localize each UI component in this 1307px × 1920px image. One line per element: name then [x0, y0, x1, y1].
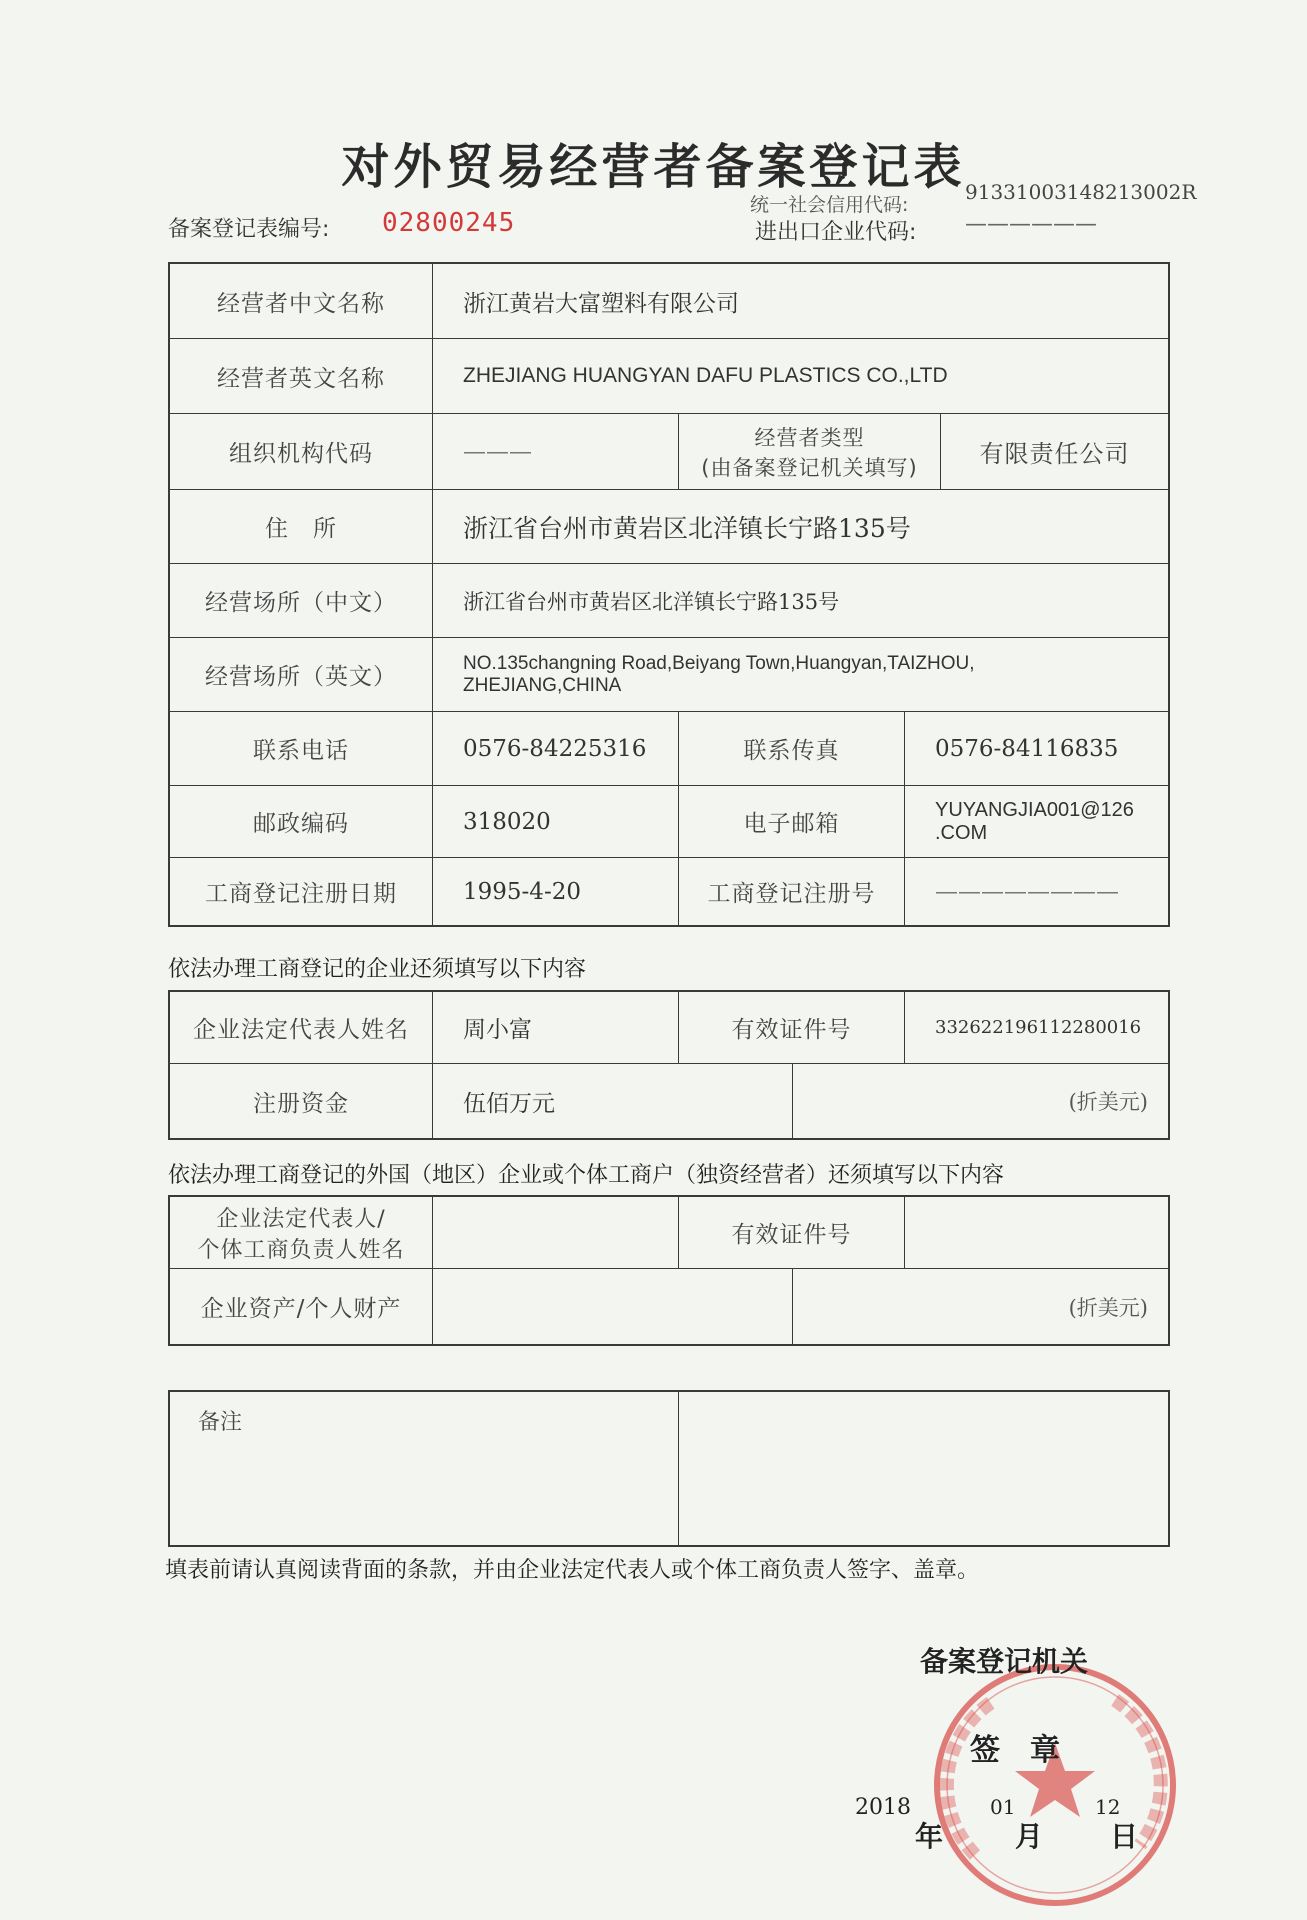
capital-label: 注册资金	[253, 1090, 349, 1117]
reg-date-label: 工商登记注册日期	[205, 881, 397, 907]
month-char: 月	[1015, 1820, 1044, 1853]
cn-name-label: 经营者中文名称	[217, 290, 385, 317]
reg-no-value: ————————	[935, 878, 1119, 905]
legal-rep-label: 企业法定代表人姓名	[193, 1017, 409, 1043]
ie-code-value: ——————	[965, 212, 1097, 237]
sign-month: 01	[990, 1795, 1016, 1819]
address-label: 住 所	[265, 516, 337, 542]
rep-label	[170, 1197, 432, 1268]
seal-label: 签 章	[970, 1733, 1060, 1768]
id-label-2: 有效证件号	[731, 1222, 852, 1248]
form-title: 对外贸易经营者备案登记表	[341, 139, 966, 195]
id-value: 332622196112280016	[935, 1017, 1142, 1038]
place-en-value	[433, 638, 1168, 711]
place-en-line1: NO.135changning Road,Beiyang Town,Huangyan,TAIZHOU,	[463, 652, 975, 674]
email-line2: .COM	[935, 821, 988, 844]
id-label: 有效证件号	[731, 1017, 852, 1043]
footer-note: 填表前请认真阅读背面的条款，并由企业法定代表人或个体工商负责人签字、盖章。	[165, 1558, 980, 1583]
place-en-label: 经营场所（英文）	[205, 664, 397, 690]
email-value	[905, 786, 1168, 857]
zip-value: 318020	[463, 808, 551, 835]
sign-year: 2018	[855, 1795, 911, 1820]
org-code-value: ———	[463, 438, 532, 465]
rep-label-line2: 个体工商负责人姓名	[197, 1237, 405, 1263]
type-label-line1: 经营者类型	[754, 425, 865, 450]
fax-value: 0576-84116835	[935, 735, 1119, 762]
phone-label: 联系电话	[253, 738, 349, 764]
address-value: 浙江省台州市黄岩区北洋镇长宁路135号	[463, 513, 911, 543]
email-label: 电子邮箱	[743, 811, 840, 837]
credit-code-value: 91331003148213002R	[965, 180, 1197, 204]
form-no-label: 备案登记表编号:	[168, 217, 330, 242]
assets-label: 企业资产/个人财产	[200, 1296, 402, 1322]
ie-code-label: 进出口企业代码:	[755, 220, 917, 245]
type-label	[679, 414, 940, 489]
credit-code-label: 统一社会信用代码:	[750, 194, 909, 216]
reg-no-label: 工商登记注册号	[707, 881, 876, 907]
day-char: 日	[1110, 1820, 1139, 1853]
en-name-value: ZHEJIANG HUANGYAN DAFU PLASTICS CO.,LTD	[463, 364, 948, 387]
official-seal-stamp	[925, 1655, 1185, 1915]
org-code-label: 组织机构代码	[229, 441, 373, 467]
place-cn-label: 经营场所（中文）	[205, 590, 397, 616]
place-cn-value: 浙江省台州市黄岩区北洋镇长宁路135号	[463, 589, 840, 614]
section2-heading: 依法办理工商登记的外国（地区）企业或个体工商户（独资经营者）还须填写以下内容	[168, 1163, 1005, 1188]
authority-label: 备案登记机关	[920, 1645, 1089, 1678]
form-no-value: 02800245	[382, 208, 516, 238]
type-label-line2: (由备案登记机关填写)	[701, 455, 918, 480]
section1-heading: 依法办理工商登记的企业还须填写以下内容	[168, 957, 587, 982]
fax-label: 联系传真	[743, 738, 840, 764]
assets-usd-label: (折美元)	[1068, 1295, 1148, 1320]
sign-day: 12	[1095, 1795, 1121, 1819]
rep-label-line1: 企业法定代表人/	[216, 1206, 386, 1232]
phone-value: 0576-84225316	[463, 735, 647, 762]
reg-date-value: 1995-4-20	[463, 878, 581, 905]
cn-name-value: 浙江黄岩大富塑料有限公司	[463, 290, 739, 317]
remarks-label: 备注	[198, 1410, 243, 1435]
legal-rep-value: 周小富	[463, 1017, 532, 1043]
capital-value: 伍佰万元	[463, 1090, 555, 1117]
en-name-label: 经营者英文名称	[217, 365, 385, 392]
capital-usd-label: (折美元)	[1068, 1090, 1148, 1114]
year-char: 年	[915, 1820, 944, 1853]
place-en-line2: ZHEJIANG,CHINA	[463, 674, 622, 696]
email-line1: YUYANGJIA001@126	[935, 798, 1134, 821]
zip-label: 邮政编码	[253, 811, 349, 837]
type-value: 有限责任公司	[979, 440, 1130, 468]
